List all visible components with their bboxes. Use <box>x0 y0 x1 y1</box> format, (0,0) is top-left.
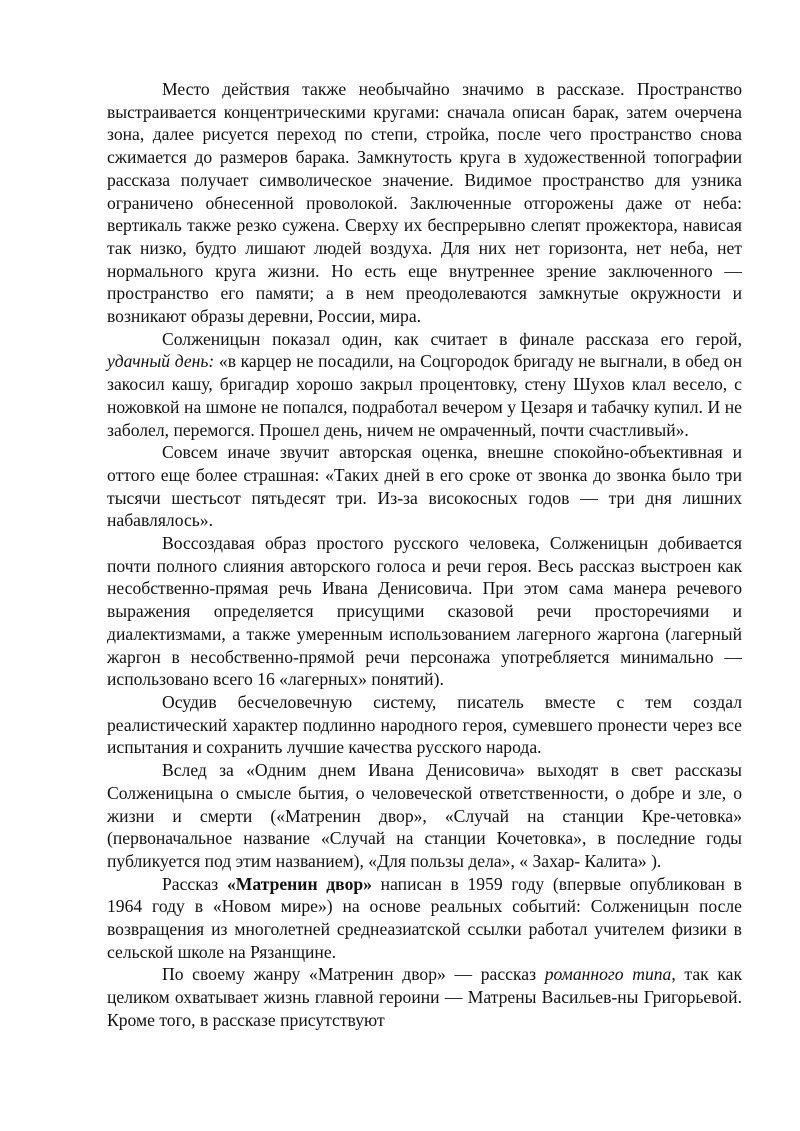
paragraph-author-assessment <box>107 441 742 532</box>
paragraph-text: По своему жанру «Матренин двор» — рассказ <box>162 964 545 985</box>
paragraph-national-hero <box>107 691 742 759</box>
paragraph-text: Совсем иначе звучит авторская оценка, внешне спокойно-объективная и оттого еще более страшная: «Таких дней в его сроке от звонка до звонка было три тысячи шестьсот пятьдесят три. Из-за високосных годов — три дня лишних набавлялось». <box>107 442 742 531</box>
document-page <box>107 78 742 1032</box>
paragraph-text: Воссоздавая образ простого русского человека, Солженицын добивается почти полного слияния авторского голоса и речи героя. Весь рассказ выстроен как несобственно-прямая речь Ивана Денисовича. При этом сама манера речевого выражения определяется присущими сказовой речи просторечиями и диалектизмами, а также умеренным использованием лагерного жаргона (лагерный жаргон в несобственно-прямой речи персонажа употребляется минимально — использовано всего 16 «лагерных» понятий). <box>107 533 742 690</box>
italic-phrase: удачный день: <box>107 351 215 372</box>
paragraph-other-stories <box>107 759 742 873</box>
paragraph-text: Осудив бесчеловечную систему, писатель вместе с тем создал реалистический характер подлинно народного героя, сумевшего пронести через все испытания и сохранить лучшие качества русского народа. <box>107 691 742 758</box>
paragraph-genre <box>107 963 742 1031</box>
paragraph-lucky-day <box>107 328 742 442</box>
paragraph-text: Место действия также необычайно значимо в рассказе. Пространство выстраивается концентрическими кругами: сначала описан барак, затем очерчена зона, далее рисуется переход по степи, стройка, после чего пространство снова сжимается до размеров барака. Замкнутость круга в художественной топографии рассказа получает символическое значение. Видимое пространство для узника ограничено обнесенной проволокой. Заключенные отгорожены даже от неба: вертикаль также резко сужена. Сверху их беспрерывно слепят прожектора, нависая так низко, будто лишают людей воздуха. Для них нет горизонта, нет неба, нет нормального круга жизни. Но есть еще внутреннее зрение заключенного — пространство его памяти; а в нем преодолеваются замкнутые окружности и возникают образы деревни, России, мира. <box>107 79 742 327</box>
paragraph-text: написан в 1959 году (впервые опубликован в 1964 году в «Новом мире») на основе реальных событий: Солженицын после возвращения из многолетней среднеазиатской ссылки работал учителем физики в сельской школе на Рязанщине. <box>107 873 742 962</box>
paragraph-text: «в карцер не посадили, на Соцгородок бригаду не выгнали, в обед он закосил кашу, бригадир хорошо закрыл процентовку, стену Шухов клал весело, с ножовкой на шмоне не попался, подработал вечером у Цезаря и табачку купил. И не заболел, перемогся. Прошел день, ничем не омраченный, почти счастливый». <box>107 351 742 440</box>
bold-title: «Матренин двор» <box>226 873 372 894</box>
paragraph-place-of-action <box>107 78 742 328</box>
paragraph-text: Рассказ <box>162 873 227 894</box>
paragraph-text: Вслед за «Одним днем Ивана Денисовича» выходят в свет рассказы Солженицына о смысле бытия, о человеческой ответственности, о добре и зле, о жизни и смерти («Матренин двор», «Случай на станции Кре-четовка» (первоначальное название «Случай на станции Кочетовка», в последние годы публикуется под этим названием), «Для пользы дела», « Захар- Калита» ). <box>107 760 742 871</box>
paragraph-matrenin-dvor <box>107 873 742 964</box>
italic-phrase: романного типа <box>544 964 672 985</box>
paragraph-speech-style <box>107 532 742 691</box>
paragraph-text: Солженицын показал один, как считает в финале рассказа его герой, <box>162 328 742 349</box>
paragraph-text: , так как целиком охватывает жизнь главной героини — Матрены Васильев-ны Григорьевой. Кроме того, в рассказе присутствуют <box>107 964 743 1030</box>
